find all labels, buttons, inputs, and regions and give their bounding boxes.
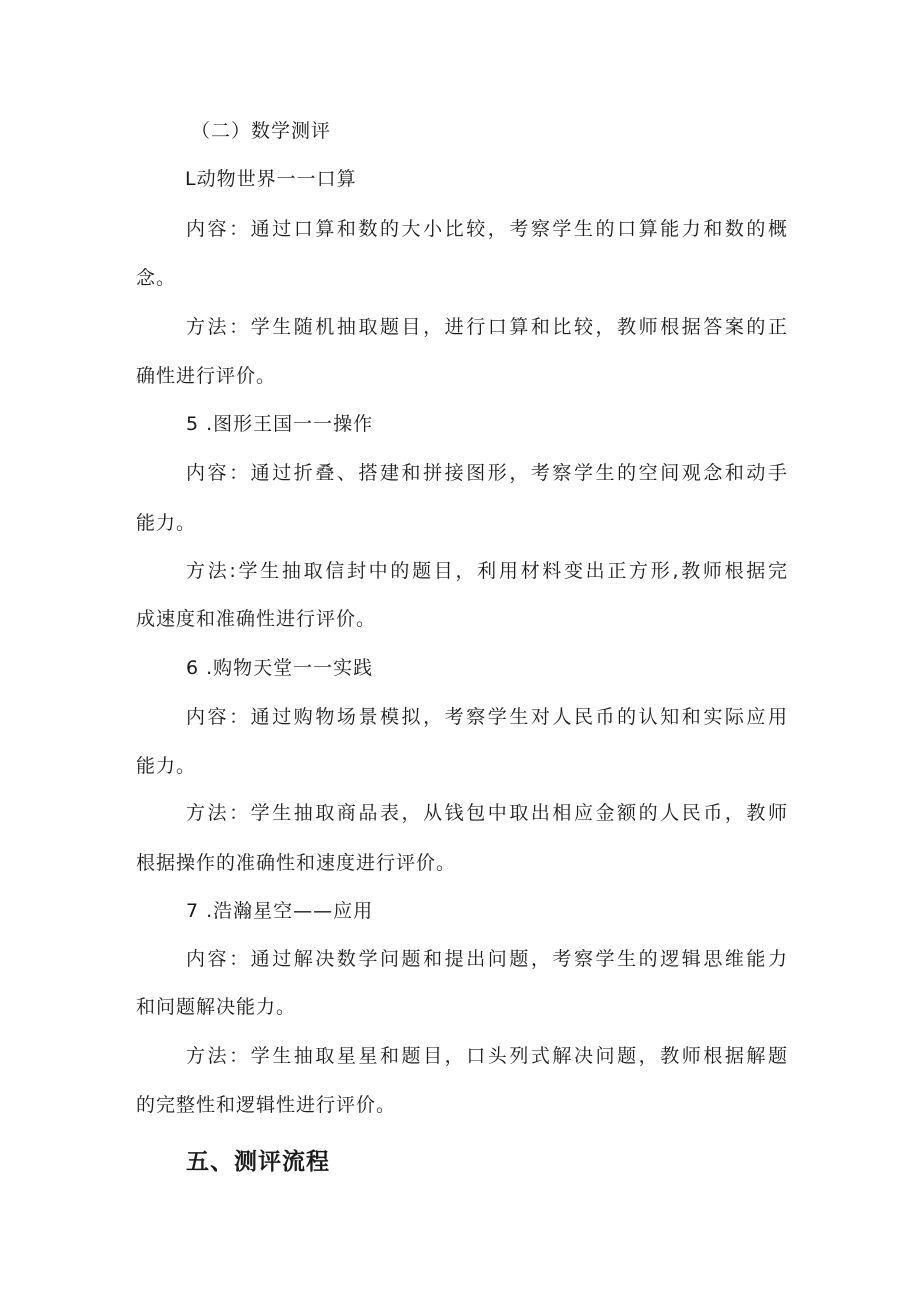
next-section-heading: 五、测评流程 (186, 1149, 330, 1175)
item-content-3-line-1: 内容：通过购物场景模拟，考察学生对人民币的认知和实际应用 (186, 706, 788, 728)
item-content-3-line-2: 能力。 (136, 755, 197, 777)
item-method-3-line-1: 方法：学生抽取商品表，从钱包中取出相应金额的人民币，教师 (186, 802, 788, 824)
item-method-1-line-1: 方法：学生随机抽取题目，进行口算和比较，教师根据答案的正 (186, 316, 788, 338)
item-content-4-line-1: 内容：通过解决数学问题和提出问题，考察学生的逻辑思维能力 (186, 948, 788, 970)
item-content-1-line-1: 内容：通过口算和数的大小比较，考察学生的口算能力和数的概 (186, 218, 788, 240)
item-content-1-line-2: 念。 (136, 267, 177, 289)
item-method-4-line-2: 的完整性和逻辑性进行评价。 (136, 1094, 397, 1116)
item-content-4-line-2: 和问题解决能力。 (136, 996, 297, 1018)
item-title-4: 7 .浩瀚星空——应用 (186, 900, 374, 922)
item-title-2: 5 .图形王国一一操作 (186, 413, 374, 435)
item-method-1-line-2: 确性进行评价。 (136, 365, 277, 387)
item-content-2-line-1: 内容：通过折叠、搭建和拼接图形，考察学生的空间观念和动手 (186, 462, 788, 484)
item-title-1: L动物世界一一口算 (185, 168, 357, 190)
section-title: （二）数学测评 (191, 120, 332, 142)
item-method-2-line-2: 成速度和准确性进行评价。 (136, 608, 377, 630)
item-title-3: 6 .购物天堂一一实践 (186, 657, 374, 679)
item-method-3-line-2: 根据操作的准确性和速度进行评价。 (136, 852, 457, 874)
item-method-4-line-1: 方法：学生抽取星星和题目，口头列式解决问题，教师根据解题 (186, 1045, 788, 1067)
item-content-2-line-2: 能力。 (136, 512, 197, 534)
item-method-2-line-1: 方法:学生抽取信封中的题目，利用材料变出正方形,教师根据完 (186, 560, 788, 582)
